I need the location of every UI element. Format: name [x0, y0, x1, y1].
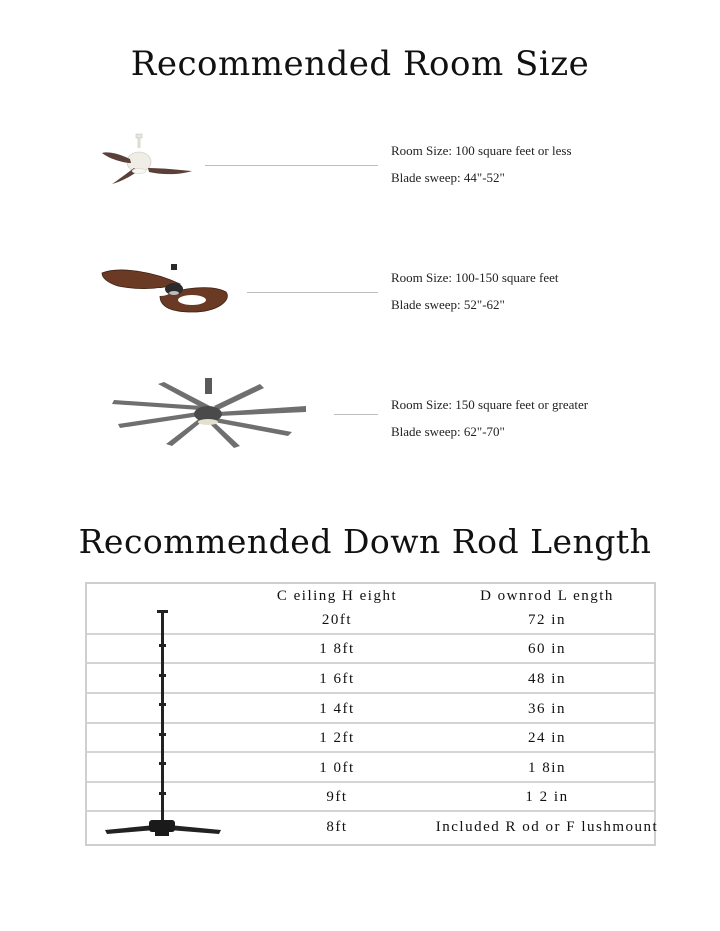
downrod-cell: 72 in: [528, 612, 566, 628]
blade-sweep-text: Blade sweep: 44"-52": [391, 170, 505, 185]
fan-spec-3: [391, 391, 588, 445]
downrod-cell: 1 8in: [528, 760, 566, 776]
downrod-fan-icon: [99, 608, 225, 840]
room-size-text: Room Size: 100 square feet or less: [391, 143, 572, 158]
ceiling-cell: 1 6ft: [319, 671, 355, 687]
ceiling-cell: 8ft: [326, 819, 348, 835]
downrod-cell: 48 in: [528, 671, 566, 687]
fan-spec-1: [391, 137, 572, 191]
downrod-cell: Included R od or F lushmount: [435, 819, 659, 835]
downrod-cell: 60 in: [528, 641, 566, 657]
blade-sweep-text: Blade sweep: 62"-70": [391, 424, 505, 439]
downrod-title: Recommended Down Rod Length: [78, 522, 652, 561]
ceiling-cell: 1 2ft: [319, 730, 355, 746]
downrod-table: [85, 582, 659, 846]
leader-line: [334, 414, 378, 415]
ceiling-cell: 1 4ft: [319, 701, 355, 717]
medium-fan-icon: [100, 262, 232, 318]
ceiling-cell: 9ft: [326, 789, 348, 805]
downrod-length-header: D ownrod L ength: [480, 588, 614, 604]
room-size-text: Room Size: 100-150 square feet: [391, 270, 559, 285]
small-fan-icon: [100, 132, 200, 188]
room-size-title: Recommended Room Size: [130, 44, 590, 84]
downrod-cell: 1 2 in: [525, 789, 569, 805]
room-size-text: Room Size: 150 square feet or greater: [391, 397, 589, 412]
ceiling-cell: 1 8ft: [319, 641, 355, 657]
downrod-cell: 36 in: [528, 701, 566, 717]
leader-line: [247, 292, 378, 293]
downrod-cell: 24 in: [528, 730, 566, 746]
blade-sweep-text: Blade sweep: 52"-62": [391, 297, 505, 312]
ceiling-cell: 1 0ft: [319, 760, 355, 776]
large-fan-icon: [110, 376, 310, 450]
ceiling-cell: 20ft: [321, 612, 353, 628]
fan-spec-2: [391, 264, 559, 318]
ceiling-height-header: C eiling H eight: [276, 588, 398, 604]
leader-line: [205, 165, 378, 166]
